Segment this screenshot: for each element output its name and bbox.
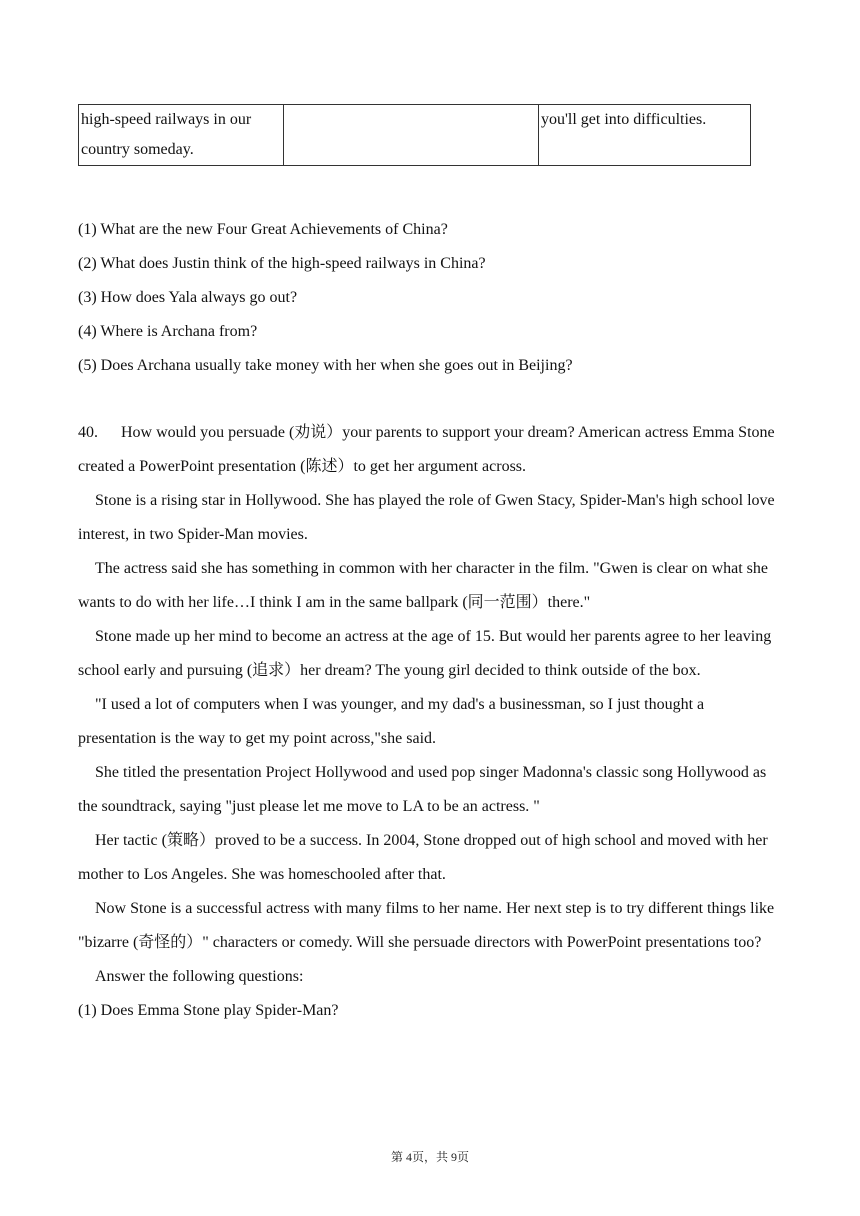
table-row bbox=[79, 105, 751, 166]
passage-intro bbox=[78, 416, 784, 484]
passage-paragraph: "I used a lot of computers when I was younger, and my dad's a businessman, so I just thought a presentation is the way to get my point across,"she said. bbox=[78, 696, 705, 747]
passage-paragraph: She titled the presentation Project Hollywood and used pop singer Madonna's classic song Hollywood as the soundtrack, saying "just please let me move to LA to be an actress. " bbox=[78, 764, 767, 815]
reading-passage bbox=[78, 416, 784, 1028]
passage-paragraph: Stone made up her mind to become an actress at the age of 15. But would her parents agree to her leaving school early and pursuing (追求）her dream? The young girl decided to think outside of the box. bbox=[78, 628, 772, 679]
question-item: (2) What does Justin think of the high-speed railways in China? bbox=[78, 255, 486, 272]
question-item: (1) What are the new Four Great Achievements of China? bbox=[78, 221, 448, 238]
sub-question: (1) Does Emma Stone play Spider-Man? bbox=[78, 1002, 339, 1019]
page-footer: 第 4页，共 9页 bbox=[390, 1150, 469, 1164]
question-item: (5) Does Archana usually take money with her when she goes out in Beijing? bbox=[78, 357, 573, 374]
question-number: 40. bbox=[78, 424, 98, 441]
question-item: (4) Where is Archana from? bbox=[78, 323, 258, 340]
continued-table bbox=[78, 104, 750, 166]
question-list bbox=[78, 213, 788, 383]
passage-instruction: Answer the following questions: bbox=[95, 968, 304, 985]
table bbox=[78, 104, 751, 166]
passage-paragraph: The actress said she has something in common with her character in the film. "Gwen is clear on what she wants to do with her life…I think I am in the same ballpark (同一范围）there." bbox=[78, 560, 768, 611]
passage-paragraph: Stone is a rising star in Hollywood. She has played the role of Gwen Stacy, Spider-Man's high school love interest, in two Spider-Man movies. bbox=[78, 492, 775, 543]
question-item: (3) How does Yala always go out? bbox=[78, 289, 298, 306]
passage-paragraph: Now Stone is a successful actress with many films to her name. Her next step is to try different things like "bizarre (奇怪的）" characters or comedy. Will she persuade directors with PowerPoint presentations too? bbox=[78, 900, 775, 951]
table-cell: high-speed railways in our country someday. bbox=[79, 105, 284, 166]
intro-text: How would you persuade (劝说）your parents to support your dream? American actress Emma Stone created a PowerPoint presentation (陈述）to get her argument across. bbox=[78, 424, 775, 475]
table-cell: you'll get into difficulties. bbox=[539, 105, 751, 166]
passage-paragraph: Her tactic (策略）proved to be a success. In 2004, Stone dropped out of high school and moved with her mother to Los Angeles. She was homeschooled after that. bbox=[78, 832, 768, 883]
table-cell bbox=[284, 105, 539, 166]
